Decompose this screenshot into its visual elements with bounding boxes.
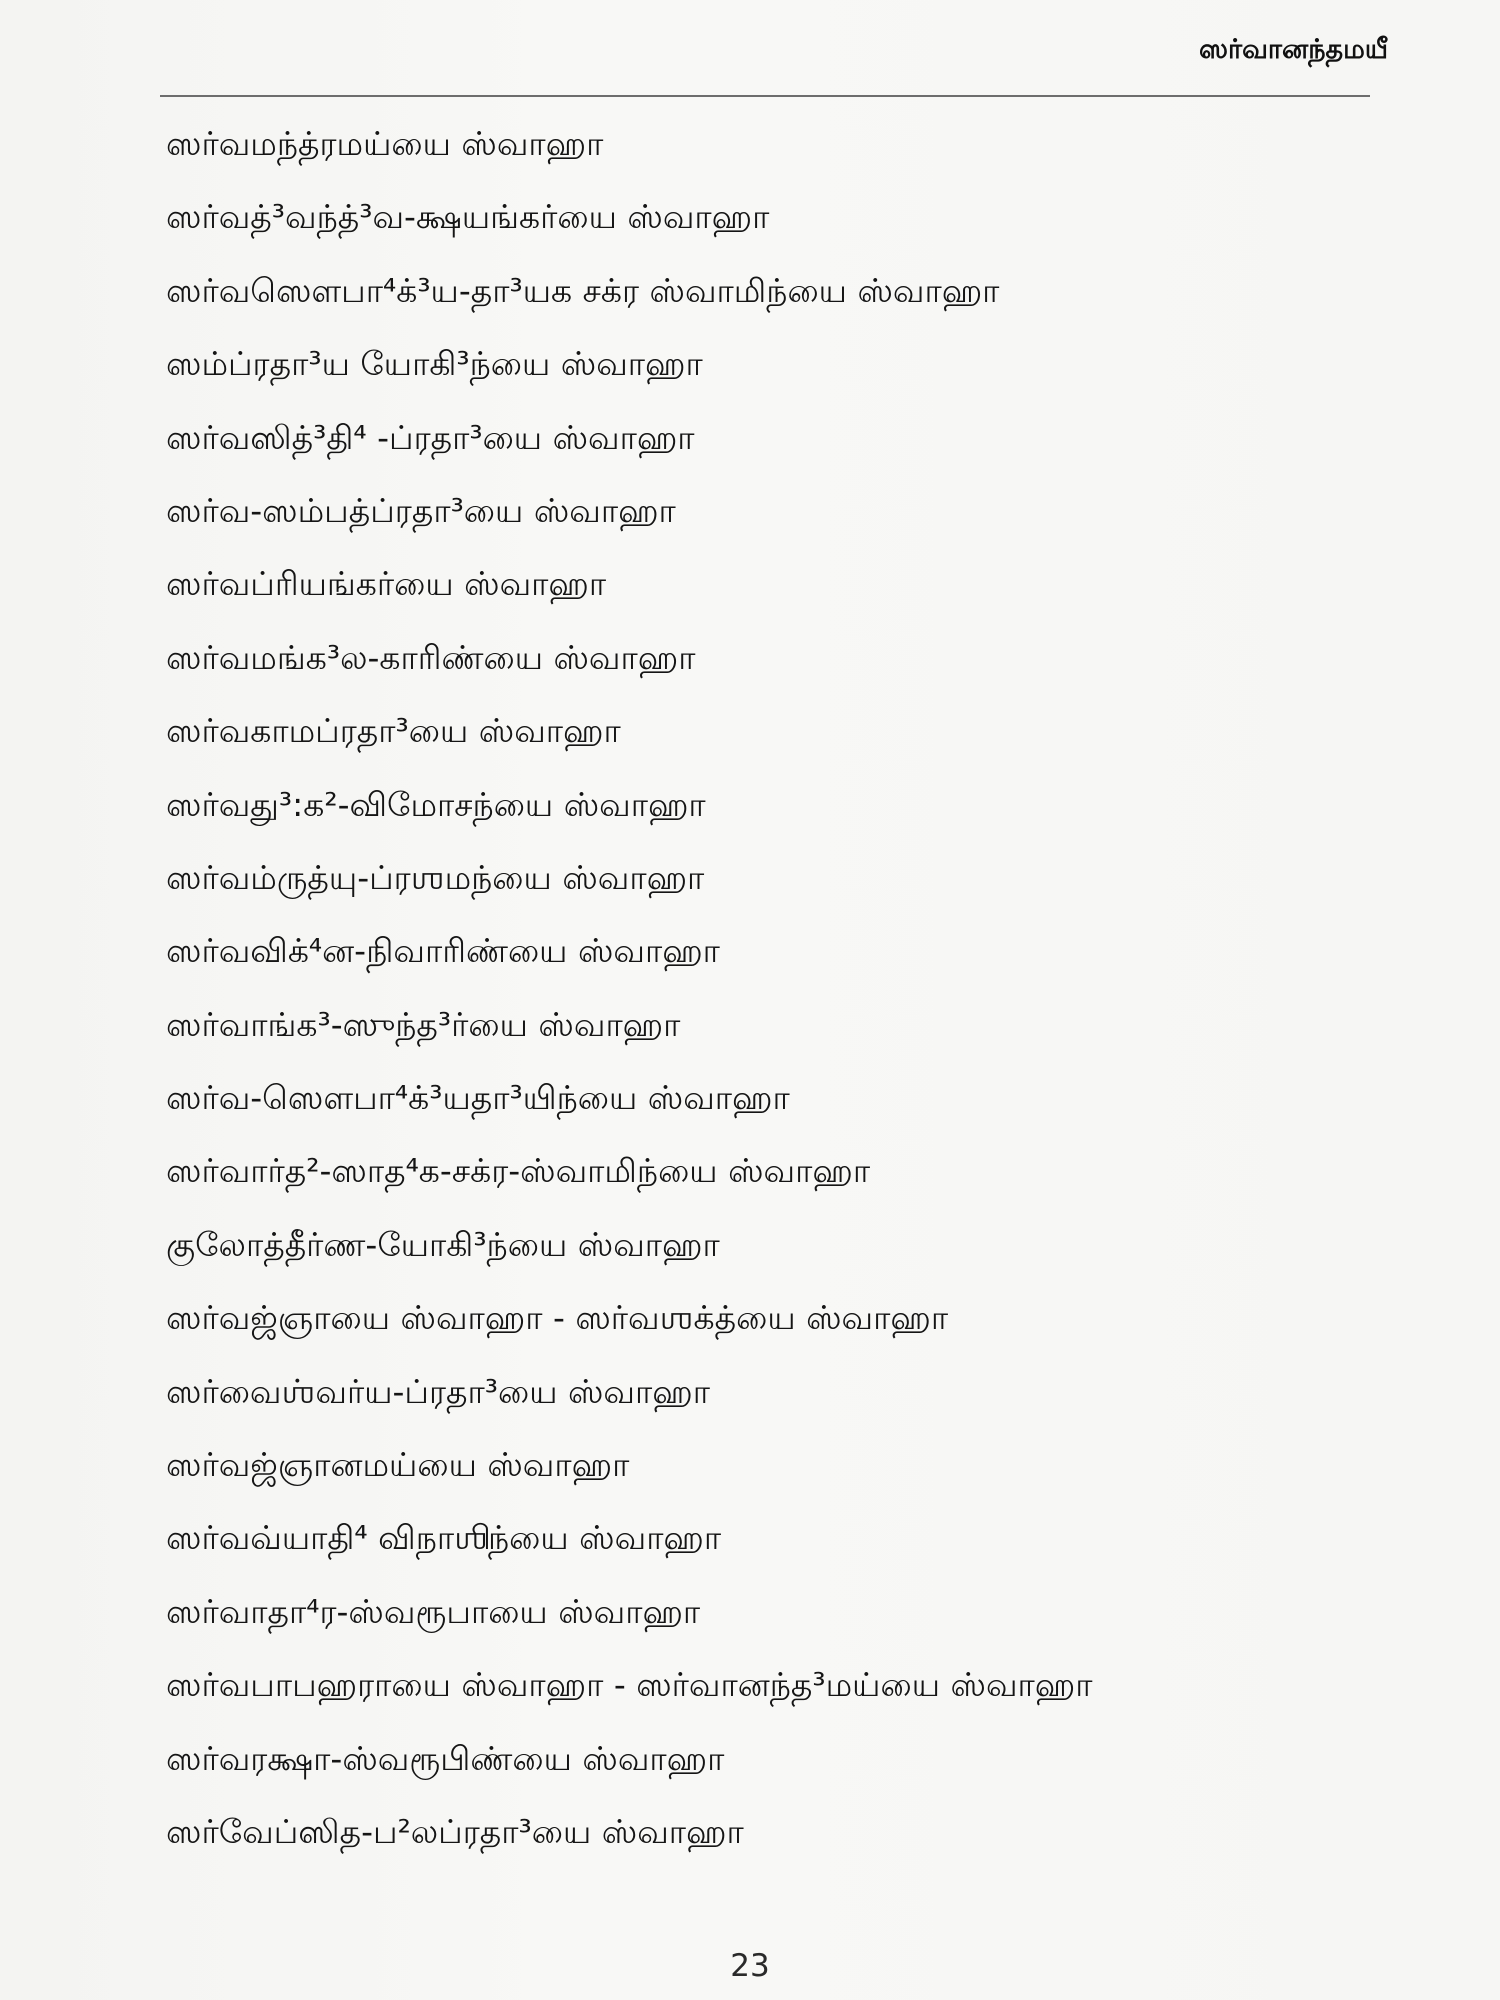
header-rule (160, 95, 1370, 97)
mantra-line: ஸர்வஜ்ஞாயை ஸ்வாஹா - ஸர்வஶக்த்யை ஸ்வாஹா (166, 1298, 949, 1338)
mantra-line: ஸர்வரக்ஷா-ஸ்வரூபிண்யை ஸ்வாஹா (166, 1738, 725, 1778)
mantra-line: ஸர்வம்ருத்யு-ப்ரஶமந்யை ஸ்வாஹா (166, 857, 705, 897)
mantra-line: ஸர்வமங்க³ல-காரிண்யை ஸ்வாஹா (166, 637, 696, 677)
mantra-line: ஸர்வைஶ்வர்ய-ப்ரதா³யை ஸ்வாஹா (166, 1371, 710, 1411)
mantra-line: ஸர்வாதா⁴ர-ஸ்வரூபாயை ஸ்வாஹா (166, 1591, 701, 1631)
mantra-line: குலோத்தீர்ண-யோகி³ந்யை ஸ்வாஹா (166, 1224, 720, 1264)
mantra-list (166, 107, 1416, 1868)
mantra-line: ஸர்வஸௌபா⁴க்³ய-தா³யக சக்ர ஸ்வாமிந்யை ஸ்வாஹா (166, 270, 1000, 310)
mantra-line: ஸர்வது³:க²-விமோசந்யை ஸ்வாஹா (166, 784, 706, 824)
mantra-line: ஸர்வேப்ஸித-ப²லப்ரதா³யை ஸ்வாஹா (166, 1811, 744, 1851)
page-number: 23 (730, 1948, 770, 1984)
mantra-line: ஸர்வப்ரியங்கர்யை ஸ்வாஹா (166, 564, 607, 604)
mantra-line: ஸர்வத்³வந்த்³வ-க்ஷயங்கர்யை ஸ்வாஹா (166, 197, 770, 237)
mantra-line: ஸர்வவ்யாதி⁴ விநாஶிந்யை ஸ்வாஹா (166, 1518, 722, 1558)
mantra-line: ஸர்வபாபஹராயை ஸ்வாஹா - ஸர்வானந்த³மய்யை ஸ்வாஹா (166, 1665, 1093, 1705)
running-header: ஸர்வானந்தமயீ (1198, 34, 1388, 65)
mantra-line: ஸர்வஜ்ஞானமய்யை ஸ்வாஹா (166, 1445, 630, 1485)
mantra-line: ஸர்வாங்க³-ஸுந்த³ர்யை ஸ்வாஹா (166, 1004, 681, 1044)
mantra-line: ஸர்வகாமப்ரதா³யை ஸ்வாஹா (166, 711, 621, 751)
mantra-line: ஸம்ப்ரதா³ய யோகி³ந்யை ஸ்வாஹா (166, 344, 703, 384)
mantra-line: ஸர்வ-ஸம்பத்ப்ரதா³யை ஸ்வாஹா (166, 490, 676, 530)
mantra-line: ஸர்வமந்த்ரமய்யை ஸ்வாஹா (166, 124, 604, 163)
mantra-line: ஸர்வவிக்⁴ன-நிவாரிண்யை ஸ்வாஹா (166, 931, 720, 971)
mantra-line: ஸர்வார்த²-ஸாத⁴க-சக்ர-ஸ்வாமிந்யை ஸ்வாஹா (166, 1151, 871, 1191)
mantra-line: ஸர்வ-ஸௌபா⁴க்³யதா³யிந்யை ஸ்வாஹா (166, 1078, 790, 1118)
mantra-line: ஸர்வஸித்³தி⁴ -ப்ரதா³யை ஸ்வாஹா (166, 417, 695, 457)
